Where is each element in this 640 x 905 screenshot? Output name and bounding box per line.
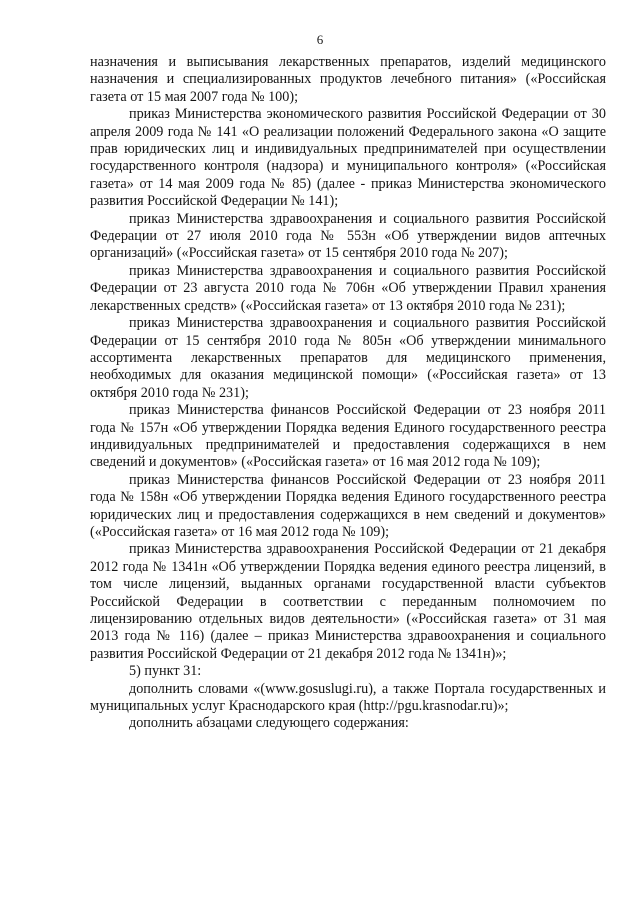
document-body (90, 54, 606, 733)
paragraph-order-158n: приказ Министерства финансов Российской Федерации от 23 ноября 2011 года № 158н «Об утверждении Порядка ведения Единого государственного реестра юридических лиц и предоставления содержащихся в нем сведений и документов» («Российская газета» от 16 мая 2012 года № 109); (90, 471, 606, 540)
paragraph-order-706n: приказ Министерства здравоохранения и социального развития Российской Федерации от 23 августа 2010 года № 706н «Об утверждении Правил хранения лекарственных средств» («Российская газета» от 13 октября 2010 года № 231); (90, 262, 606, 314)
paragraph-order-805n: приказ Министерства здравоохранения и социального развития Российской Федерации от 15 сентября 2010 года № 805н «Об утверждении минимального ассортимента лекарственных препаратов для медицинского применения, необходимых для оказания медицинской помощи» («Российская газета» от 13 октября 2010 года № 231); (90, 315, 606, 401)
paragraph-order-1341n: приказ Министерства здравоохранения Российской Федерации от 21 декабря 2012 года № 1341н «Об утверждении Порядка ведения единого реестра лицензий, в том числе лицензий, выданных органами государственной власти субъектов Российской Федерации в соответствии с переданным полномочием по лицензированию отдельных видов деятельности» («Российская газета» от 31 мая 2013 года № 116) (далее – приказ Министерства здравоохранения и социального развития Российской Федерации от 21 декабря 2012 года № 1341н)»; (90, 541, 606, 662)
paragraph-order-553n: приказ Министерства здравоохранения и социального развития Российской Федерации от 27 июля 2010 года № 553н «Об утверждении видов аптечных организаций» («Российская газета» от 15 сентября 2010 года № 207); (90, 210, 606, 262)
paragraph-add-words: дополнить словами «(www.gosuslugi.ru), а также Портала государственных и муниципальных услуг Краснодарского края (http://pgu.krasnodar.ru)»; (90, 680, 606, 715)
page-number: 6 (316, 32, 324, 47)
paragraph-order-mer-141: приказ Министерства экономического развития Российской Федерации от 30 апреля 2009 года № 141 «О реализации положений Федерального закона «О защите прав юридических лиц и индивидуальных предпринимателей при осуществлении государственного контроля (надзора) и муниципального контроля» («Российская газета» от 14 мая 2009 года № 85) (далее - приказ Министерства экономического развития Российской Федерации № 141); (90, 106, 606, 210)
paragraph-continuation: назначения и выписывания лекарственных препаратов, изделий медицинского назначения и специализированных продуктов лечебного питания» («Российская газета от 15 мая 2007 года № 100); (90, 54, 606, 105)
paragraph-add-paragraphs: дополнить абзацами следующего содержания: (129, 715, 409, 732)
paragraph-order-157n: приказ Министерства финансов Российской Федерации от 23 ноября 2011 года № 157н «Об утверждении Порядка ведения Единого государственного реестра индивидуальных предпринимателей и предоставления содержащихся в нем сведений и документов» («Российская газета» от 16 мая 2012 года № 109); (90, 402, 606, 471)
paragraph-item-31: 5) пункт 31: (129, 663, 202, 680)
